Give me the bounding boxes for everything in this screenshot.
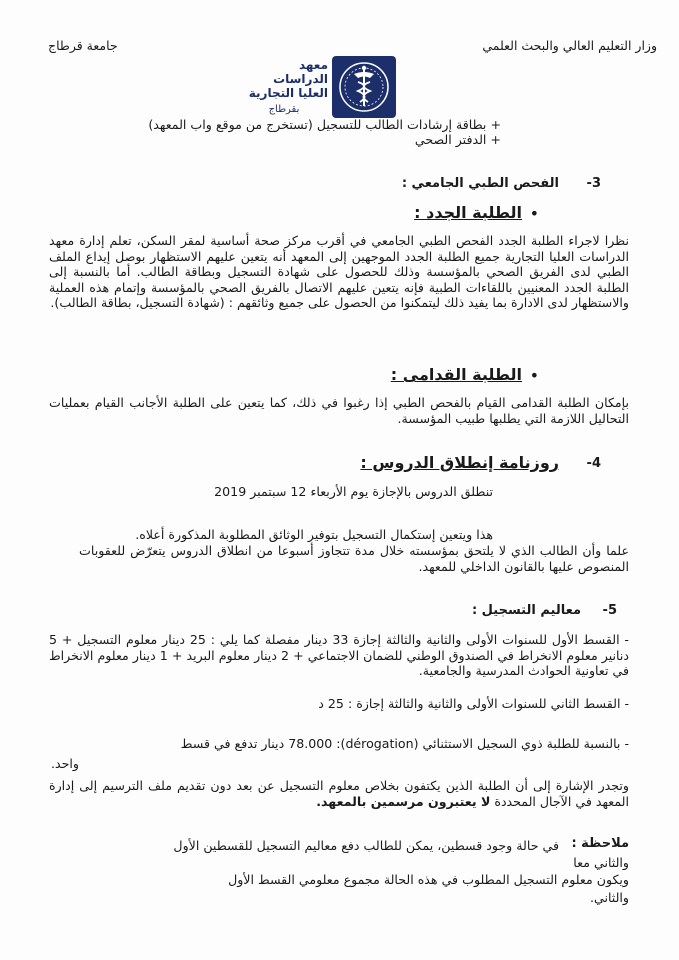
section-4-paragraph-1: هذا ويتعين إستكمال التسجيل بتوفير الوثائق المطلوبة المذكورة أعلاه. — [135, 527, 493, 542]
bullet-icon: • — [529, 366, 539, 385]
institute-logo — [240, 56, 412, 120]
remark-line-2: والثاني معا — [573, 855, 629, 870]
remark-line-1: في حالة وجود قسطين، يمكن للطالب دفع معاليم التسجيل للقسطين الأول — [173, 838, 559, 853]
ministry-header: وزار التعليم العالي والبحث العلمي — [482, 38, 657, 53]
bullet-icon: • — [529, 204, 539, 223]
new-students-heading: الطلبة الجدد : — [414, 203, 522, 222]
remark-label: ملاحظة : — [571, 836, 629, 851]
university-header: جامعة قرطاج — [48, 38, 118, 53]
fee-item-2: - القسط الثاني للسنوات الأولى والثانية والثالثة إجازة : 25 د — [318, 696, 629, 711]
new-students-paragraph: نظرا لاجراء الطلبة الجدد الفحص الطبي الجامعي في أقرب مركز صحة أساسية لمقر السكن، تعلم إدارة معهد الدراسات العليا التجارية جميع الطلبة الجدد الموجهين إلى المعهد أنه يتعين عليهم الاستظهار بوصل إيداع الملف الطبي لدى الفريق الصحي بالمؤسسة وذلك للحصول على شهادة التسجيل وبطاقة الطالب. أما بالنسبة إلى الطلبة الجدد المعنيين باللقاءات الطبية فإنه يتعين عليهم الاتصال بالفريق الصحي بالمؤسسة وإتمام هذه العملية والاستظهار لدى الادارة بما يفيد ذلك ليتمكنوا من الحصول على جميع وثائقهم : (شهادة التسجيل، بطاقة الطالب). — [49, 233, 629, 310]
logo-text — [240, 58, 328, 120]
caduceus-emblem-icon — [332, 56, 396, 118]
classes-start-date: تنطلق الدروس بالإجازة يوم الأربعاء 12 سبتمبر 2019 — [214, 484, 493, 499]
old-students-paragraph: بإمكان الطلبة القدامى القيام بالفحص الطبي إذا رغبوا في ذلك، كما يتعين على الطلبة الأجانب القيام بعمليات التحاليل اللازمة التي يطلبها طبيب المؤسسة. — [49, 395, 629, 426]
section-4-number: 4- — [586, 456, 601, 471]
section-4-title: روزنامة إنطلاق الدروس : — [360, 453, 559, 472]
section-5-title: معاليم التسجيل : — [471, 603, 581, 618]
fee-item-3-continued: واحد. — [51, 756, 79, 771]
section-3-number: 3- — [586, 176, 601, 191]
fee-item-1: - القسط الأول للسنوات الأولى والثانية والثالثة إجازة 33 دينار مفصلة كما يلي : 25 دينار معلوم التسجيل + 5 دنانير معلوم الانخراط في الصندوق الوطني للضمان الاجتماعي + 2 دينار معلوم البريد + 1 دينار معلوم الانخراط في تعاونية الحوادث المدرسية والجامعية. — [49, 632, 629, 678]
payment-note-emphasis: لا يعتبرون مرسمين بالمعهد. — [316, 793, 491, 809]
fee-item-3: - بالنسبة للطلبة ذوي السجيل الاستثنائي (dérogation): 78.000 دينار تدفع في قسط — [180, 736, 629, 751]
remark-line-4: والثاني. — [589, 890, 629, 905]
remark-line-3: ويكون معلوم التسجيل المطلوب في هذه الحالة مجموع معلومي القسط الأول — [228, 872, 629, 887]
section-3-title: الفحص الطبي الجامعي : — [401, 176, 559, 191]
intro-item: + الدفتر الصحي — [414, 132, 501, 147]
section-4-paragraph-2: علما وأن الطالب الذي لا يلتحق بمؤسسته خلال مدة تتجاوز أسبوعا من انطلاق الدروس يتعرّض للعقوبات المنصوص عليها بالقانون الداخلي للمعهد. — [79, 543, 629, 574]
logo-line-2: العليا التجارية — [248, 86, 328, 100]
payment-note — [49, 778, 629, 809]
intro-item: + بطاقة إرشادات الطالب للتسجيل (تستخرج من موقع واب المعهد) — [148, 117, 501, 132]
logo-line-1: معهد الدراسات — [273, 58, 328, 86]
section-5-number: 5- — [602, 603, 617, 618]
payment-note-text: وتجدر الإشارة إلى أن الطلبة الذين يكتفون بخلاص معلوم التسجيل عن بعد دون تقديم ملف الترسيم إلى إدارة المعهد في الآجال المحددة — [49, 778, 629, 809]
old-students-heading: الطلبة القدامى : — [390, 365, 522, 384]
logo-line-3: بقرطاج — [268, 104, 300, 115]
